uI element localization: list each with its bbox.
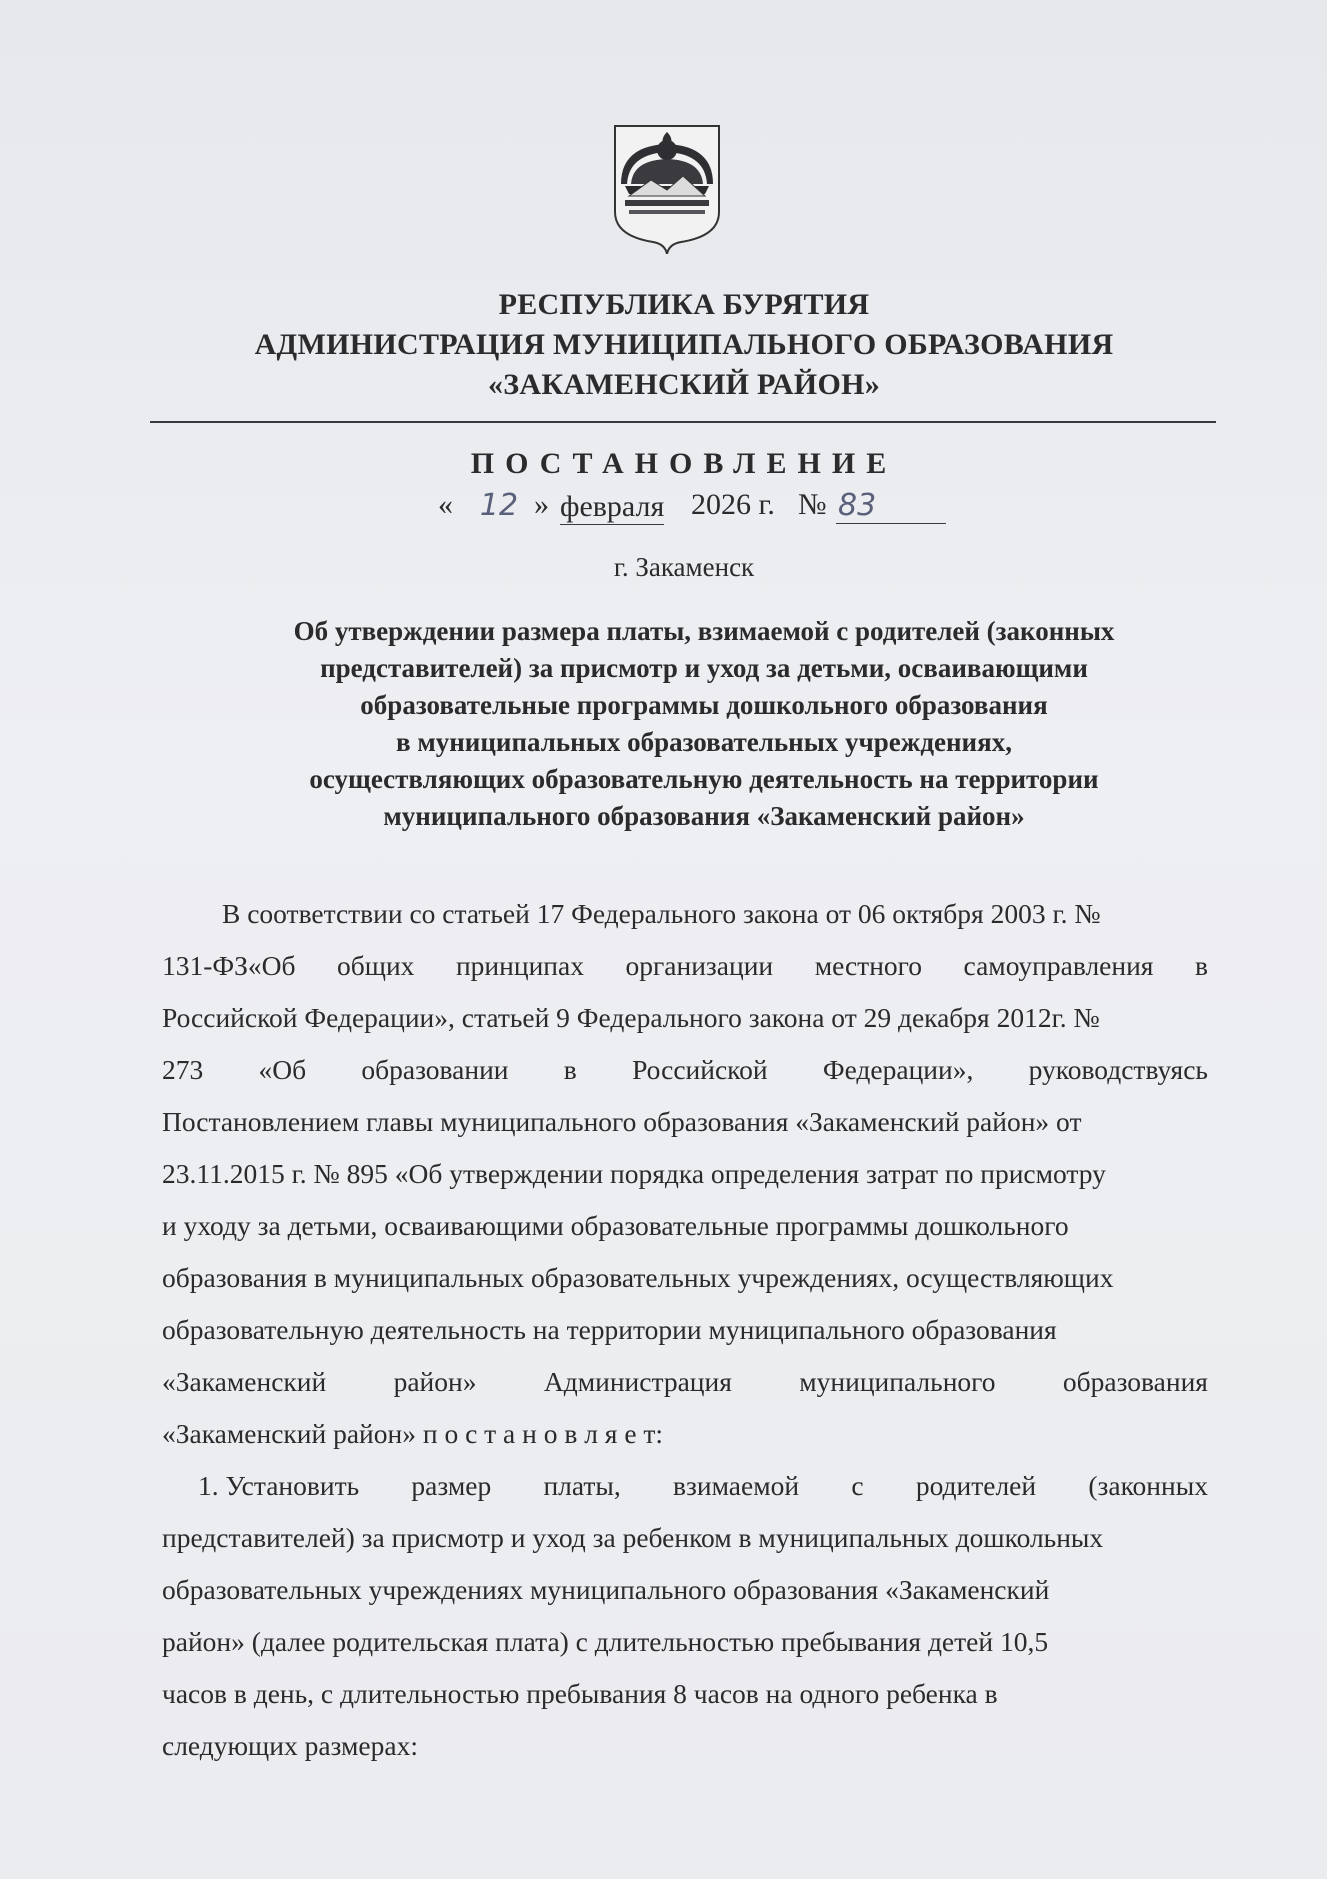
body-word: платы, [543, 1470, 621, 1501]
body-line: Постановлением главы муниципального образования «Закаменский район» от [162, 1106, 1082, 1137]
body-line: часов в день, с длительностью пребывания 8 часов на одного ребенка в [162, 1678, 998, 1709]
body-word: с [851, 1470, 864, 1501]
subject-line: представителей) за присмотр и уход за детьми, осваивающими [320, 653, 1088, 683]
header [150, 285, 1218, 405]
date-open-quote: « [438, 488, 453, 521]
body-word: 131-ФЗ«Об [162, 950, 296, 981]
body-line: 23.11.2015 г. № 895 «Об утверждении порядка определения затрат по присмотру [162, 1158, 1106, 1189]
body-word: самоуправления [963, 950, 1154, 981]
header-republic: РЕСПУБЛИКА БУРЯТИЯ [498, 288, 870, 321]
decree-title: ПОСТАНОВЛЕНИЕ [470, 447, 898, 480]
body-line: В соответствии со статьей 17 Федерального закона от 06 октября 2003 г. № [222, 898, 1101, 929]
body-word: руководствуясь [1028, 1054, 1208, 1085]
body-word: в [1195, 950, 1208, 981]
body-line: образовательных учреждениях муниципального образования «Закаменский [162, 1574, 1050, 1605]
date-close-quote: » [534, 488, 549, 521]
decree-subject [220, 613, 1188, 835]
body-word: общих [337, 950, 415, 981]
body-word: «Закаменский [162, 1366, 327, 1397]
body-word: (законных [1088, 1470, 1208, 1501]
city: г. Закаменск [613, 552, 755, 582]
header-district: «ЗАКАМЕНСКИЙ РАЙОН» [487, 368, 881, 401]
decree-month: февраля [560, 490, 665, 523]
body-word: Администрация [543, 1366, 732, 1397]
subject-line: образовательные программы дошкольного образования [360, 690, 1048, 720]
body-line [162, 940, 1208, 992]
body-line: Российской Федерации», статьей 9 Федерального закона от 29 декабря 2012г. № [162, 1002, 1100, 1033]
body-word: местного [814, 950, 923, 981]
body-word: муниципального [799, 1366, 996, 1397]
subject-line: в муниципальных образовательных учреждениях, [396, 727, 1012, 757]
decree-year: 2026 г. [691, 488, 775, 521]
subject-line: Об утверждении размера платы, взимаемой с родителей (законных [293, 616, 1115, 646]
body-word: в [563, 1054, 577, 1085]
body-word: 1. Установить [198, 1470, 360, 1501]
body-line: «Закаменский район» п о с т а н о в л я е т: [162, 1418, 664, 1449]
body-word: Российской [632, 1054, 768, 1085]
body-line: и уходу за детьми, осваивающими образовательные программы дошкольного [162, 1210, 1069, 1241]
body-line: представителей) за присмотр и уход за ребенком в муниципальных дошкольных [162, 1522, 1104, 1553]
body-line [162, 1356, 1208, 1408]
decree-number: 83 [836, 488, 946, 524]
body-word: Федерации», [822, 1054, 974, 1085]
body-word: район» [393, 1366, 477, 1397]
body-line [162, 1044, 1208, 1096]
decree-date-line [438, 488, 998, 528]
body-line [162, 1460, 1208, 1512]
header-divider [150, 421, 1216, 423]
body-line: следующих размерах: [162, 1730, 418, 1761]
header-administration: АДМИНИСТРАЦИЯ МУНИЦИПАЛЬНОГО ОБРАЗОВАНИЯ [254, 328, 1114, 361]
subject-line: осуществляющих образовательную деятельность на территории [309, 764, 1099, 794]
body-word: принципах [455, 950, 584, 981]
body-word: организации [625, 950, 774, 981]
body-word: родителей [915, 1470, 1037, 1501]
subject-line: муниципального образования «Закаменский район» [383, 801, 1025, 831]
decree-day: 12 [479, 488, 519, 523]
decree-number-sign: № [798, 488, 827, 521]
body-line: район» (далее родительская плата) с длительностью пребывания детей 10,5 [162, 1626, 1049, 1657]
decree-body [162, 888, 1208, 1772]
coat-of-arms-icon [611, 124, 723, 254]
body-word: 273 [162, 1054, 204, 1085]
body-word: «Об [258, 1054, 307, 1085]
body-line: образования в муниципальных образовательных учреждениях, осуществляющих [162, 1262, 1114, 1293]
body-word: взимаемой [673, 1470, 800, 1501]
body-word: образования [1062, 1366, 1208, 1397]
body-line: образовательную деятельность на территории муниципального образования [162, 1314, 1057, 1345]
body-word: образовании [361, 1054, 509, 1085]
body-word: размер [411, 1470, 492, 1501]
